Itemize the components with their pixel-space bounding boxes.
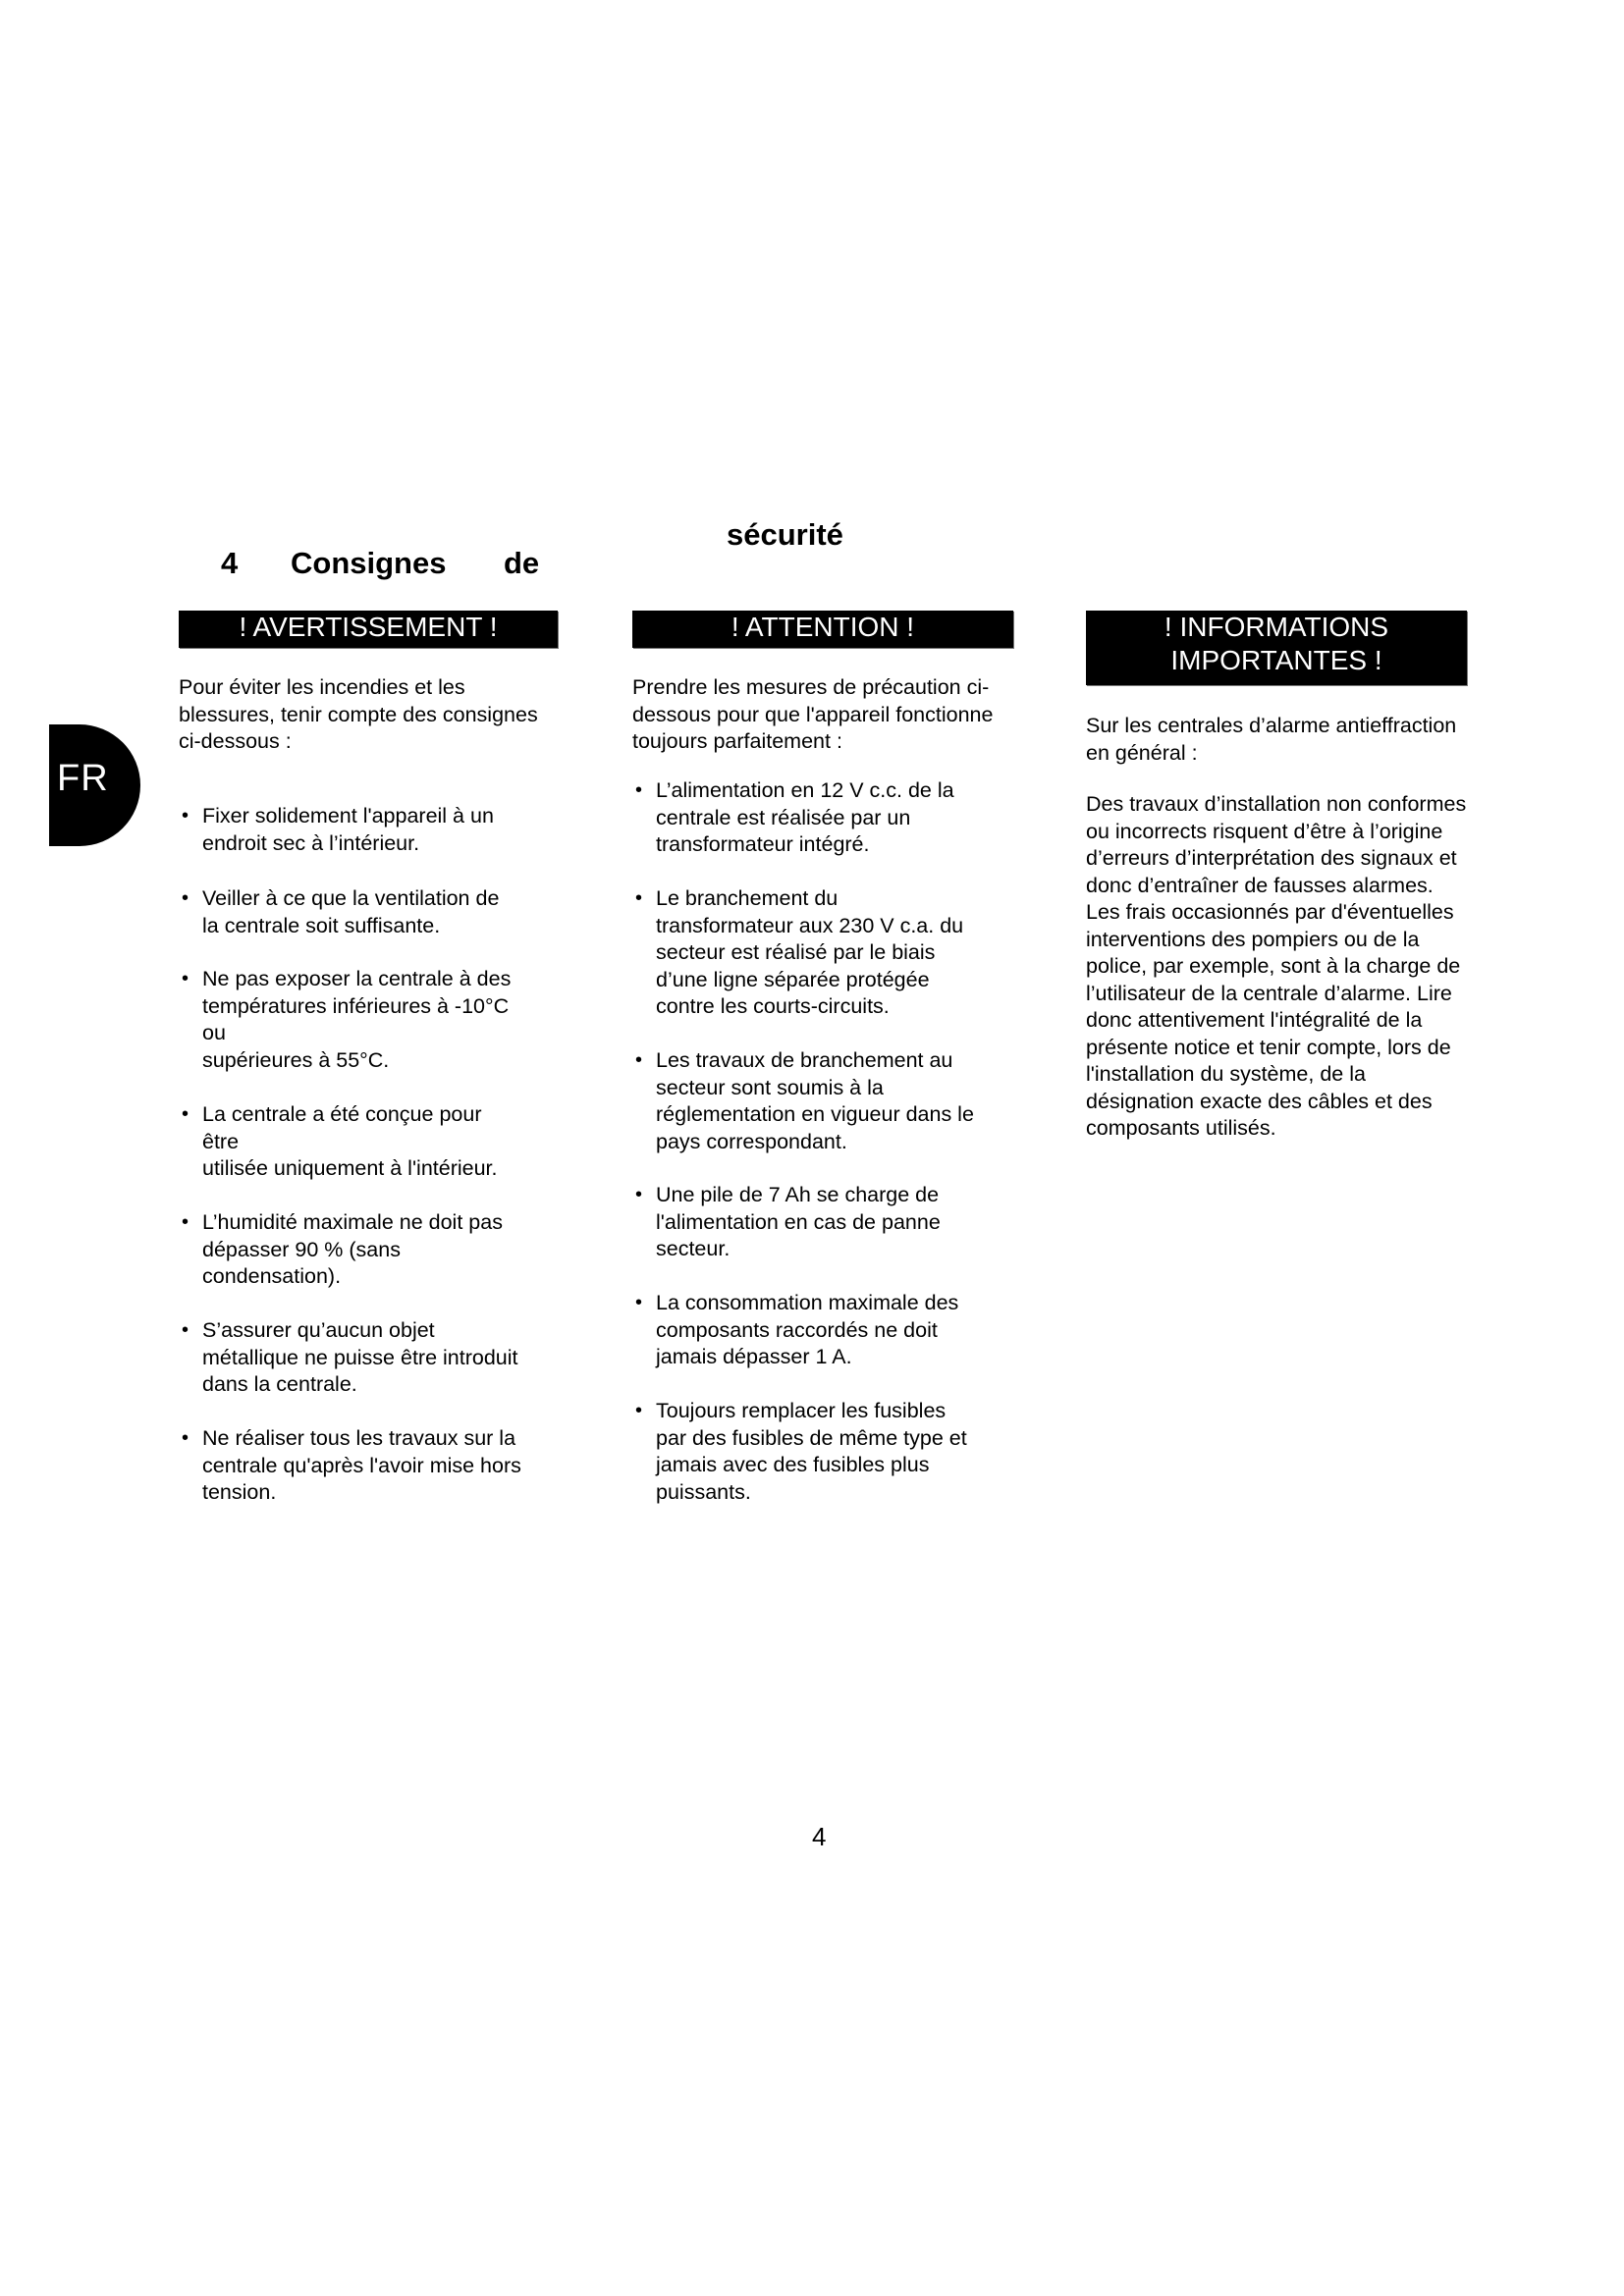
list-item-text: Ne pas exposer la centrale à des températures inférieures à -10°C ou supérieures à 55°C. <box>202 967 512 1072</box>
bullet-icon: • <box>635 1184 643 1205</box>
list-item <box>632 1047 1039 1155</box>
list-item-text: L’humidité maximale ne doit pas dépasser 90 % (sans condensation). <box>202 1210 503 1288</box>
list-item <box>179 1425 605 1507</box>
list-item-text: Toujours remplacer les fusibles par des fusibles de même type et jamais avec des fusibles plus puissants. <box>656 1399 967 1504</box>
bullet-icon: • <box>182 1427 189 1449</box>
list-item <box>179 885 605 939</box>
bullet-icon: • <box>635 1292 643 1313</box>
list-item-text: Fixer solidement l'appareil à un endroit sec à l’intérieur. <box>202 804 494 855</box>
list-item-text: Ne réaliser tous les travaux sur la centrale qu'après l'avoir mise hors tension. <box>202 1426 521 1504</box>
bullet-icon: • <box>635 887 643 909</box>
list-item <box>632 885 1039 1021</box>
bullet-icon: • <box>182 1211 189 1233</box>
section-title-word: de <box>504 546 540 580</box>
list-item-text: Les travaux de branchement au secteur sont soumis à la réglementation en vigueur dans le pays correspondant. <box>656 1048 974 1153</box>
list-item <box>179 966 605 1074</box>
bullet-icon: • <box>182 805 189 827</box>
list-item <box>632 777 1039 859</box>
bullet-icon: • <box>182 1319 189 1341</box>
bullet-icon: • <box>635 1049 643 1071</box>
caution-intro: Prendre les mesures de précaution ci-dessous pour que l'appareil fonctionne toujours parfaitement : <box>632 675 994 753</box>
page-number: 4 <box>812 1822 827 1851</box>
bullet-icon: • <box>635 779 643 801</box>
language-tab-label: FR <box>57 758 109 799</box>
bullet-icon: • <box>635 1400 643 1421</box>
language-tab <box>49 724 140 846</box>
list-item <box>179 1209 605 1291</box>
list-item-text: La centrale a été conçue pour être utilisée uniquement à l'intérieur. <box>202 1102 498 1180</box>
warning-intro: Pour éviter les incendies et les blessures, tenir compte des consignes ci-dessous : <box>179 675 538 753</box>
bullet-icon: • <box>182 968 189 989</box>
bullet-icon: • <box>182 1103 189 1125</box>
section-number: 4 <box>221 546 239 580</box>
bullet-icon: • <box>182 887 189 909</box>
list-item <box>179 803 605 857</box>
warning-banner: ! AVERTISSEMENT ! <box>179 611 558 648</box>
list-item-text: Veiller à ce que la ventilation de la centrale soit suffisante. <box>202 886 500 937</box>
list-item-text: S’assurer qu’aucun objet métallique ne puisse être introduit dans la centrale. <box>202 1318 518 1396</box>
important-info-banner <box>1086 611 1467 685</box>
list-item <box>632 1182 1039 1263</box>
important-info-subheading: Sur les centrales d’alarme antieffraction en général : <box>1086 714 1457 765</box>
list-item <box>179 1101 605 1183</box>
caution-banner: ! ATTENTION ! <box>632 611 1013 648</box>
section-title-word: sécurité <box>727 517 843 552</box>
list-item <box>632 1290 1039 1371</box>
list-item-text: Une pile de 7 Ah se charge de l'alimentation en cas de panne secteur. <box>656 1183 941 1260</box>
list-item <box>632 1398 1039 1506</box>
important-info-banner-line: ! INFORMATIONS <box>1164 612 1389 642</box>
list-item-text: Le branchement du transformateur aux 230 V c.a. du secteur est réalisé par le biais d’une ligne séparée protégée contre les courts-circuits. <box>656 886 964 1018</box>
list-item-text: La consommation maximale des composants raccordés ne doit jamais dépasser 1 A. <box>656 1291 959 1368</box>
important-info-body: Des travaux d’installation non conformes ou incorrects risquent d’être à l’origine d’erreurs d’interprétation des signaux et donc d’entraîner de fausses alarmes. Les frais occasionnés par d'éventuelles interventions des pompiers ou de la police, par exemple, sont à la charge de l’utilisateur de la centrale d’alarme. Lire donc attentivement l'intégralité de la présente notice et tenir compte, lors de l'installation du système, de la désignation exacte des câbles et des composants utilisés. <box>1086 792 1467 1140</box>
list-item-text: L’alimentation en 12 V c.c. de la centrale est réalisée par un transformateur intégré. <box>656 778 954 856</box>
important-info-banner-line: IMPORTANTES ! <box>1170 645 1382 675</box>
list-item <box>179 1317 605 1399</box>
section-title-word: Consignes <box>291 546 447 580</box>
